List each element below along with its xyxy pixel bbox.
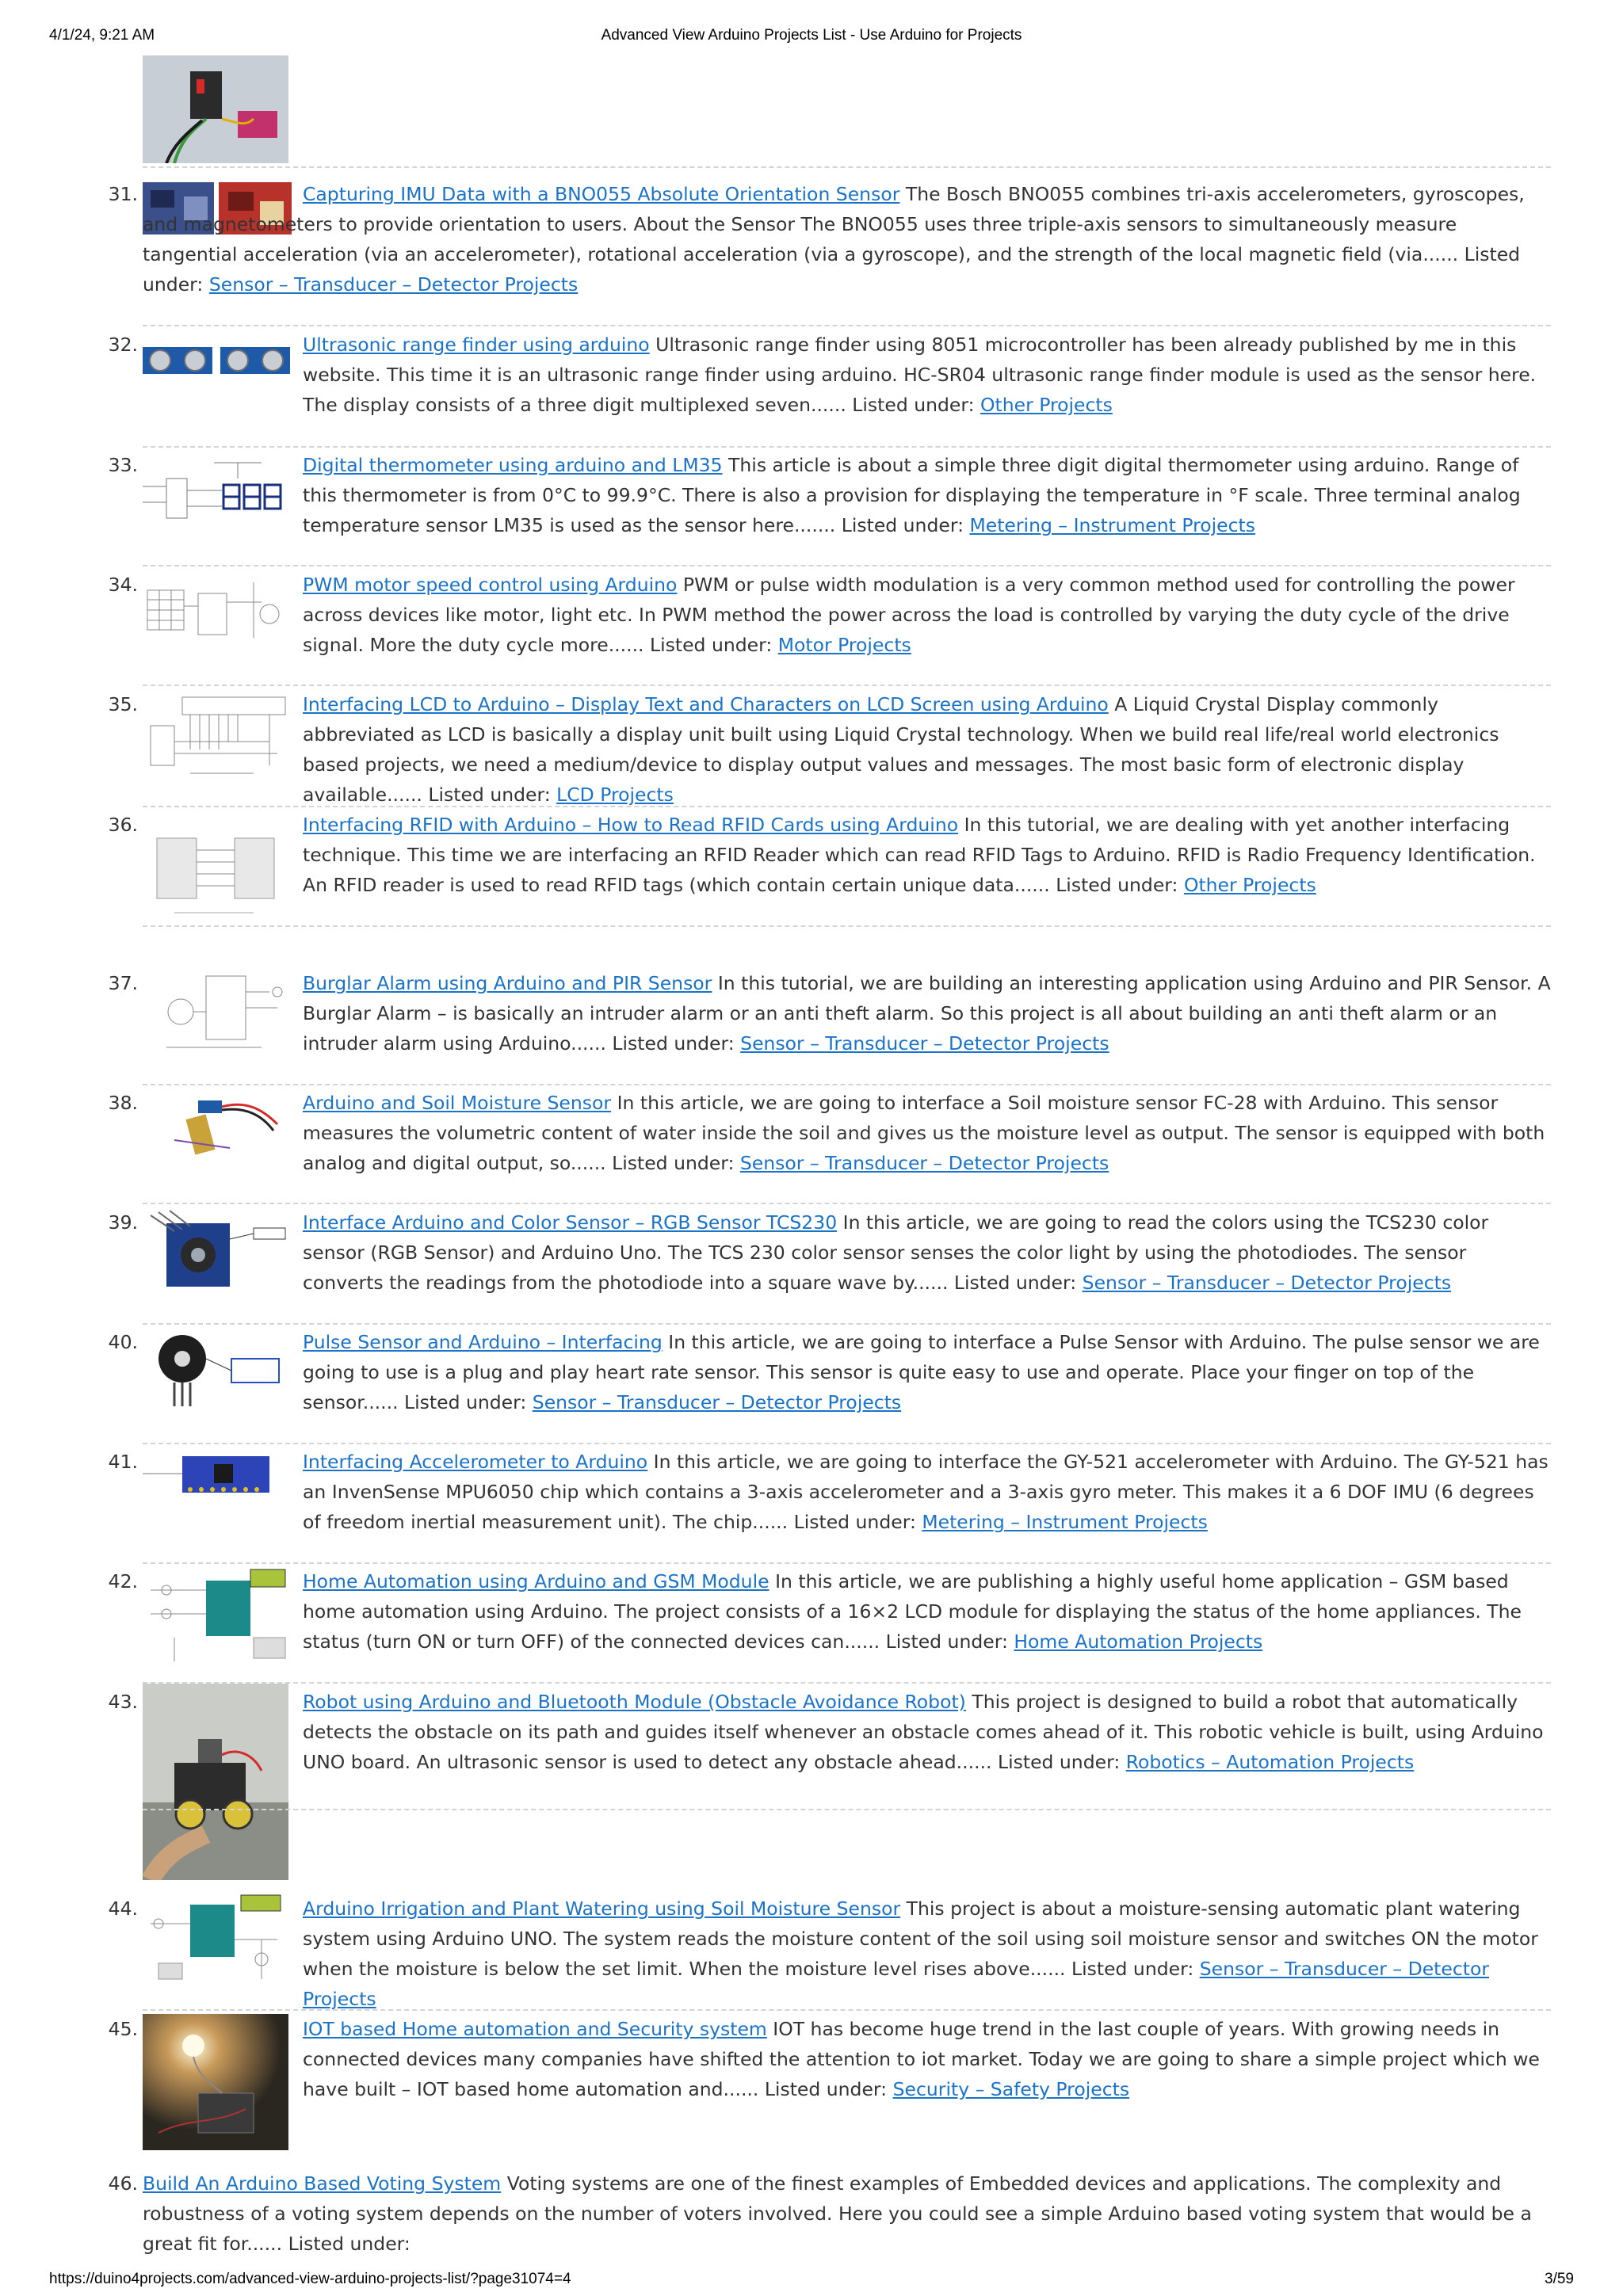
divider [143,1682,1551,1684]
project-thumbnail-sensor-wiring[interactable] [143,55,288,163]
project-link[interactable]: Digital thermometer using arduino and LM35 [303,454,723,476]
listed-under-label: Listed under: [650,634,773,656]
project-link[interactable]: Home Automation using Arduino and GSM Module [303,1570,769,1592]
divider [143,1443,1551,1444]
divider [143,325,1551,326]
item-number: 35. [108,693,138,715]
project-description: PWM or pulse width modulation is a very common method used for controlling the power across devices like motor, light etc. In PWM method the power across the load is controlled by varying the duty cycle of the drive signal. More the duty cycle more...... [303,574,1515,656]
project-thumbnail[interactable] [143,574,292,650]
listed-under-label: Listed under: [885,1630,1008,1653]
category-link[interactable]: Robotics – Automation Projects [1125,1751,1415,1773]
project-link[interactable]: Capturing IMU Data with a BNO055 Absolute Orientation Sensor [303,183,900,205]
category-link[interactable]: Home Automation Projects [1014,1630,1263,1653]
divider [143,1203,1551,1204]
project-thumbnail[interactable] [143,1093,292,1164]
project-thumbnail[interactable] [143,341,292,380]
divider [143,1084,1551,1085]
project-link[interactable]: Ultrasonic range finder using arduino [303,334,650,356]
project-description: In this article, we are going to interface a Pulse Sensor with Arduino. The pulse sensor we are going to use is a plug and play heart rate sensor. This sensor is quite easy to use and operate. Place your finger on top of the sensor...... [303,1331,1540,1413]
project-thumbnail[interactable] [143,814,292,933]
project-description: IOT has become huge trend in the last couple of years. With growing needs in connected devices many companies have shifted the attention to iot market. Today we are going to share a simple project which we have built – IOT based home automation and...... [303,2018,1540,2100]
project-thumbnail[interactable] [143,968,292,1055]
project-description: In this article, we are going to interface the GY-521 accelerometer with Arduino. The GY-521 has an InvenSense MPU6050 chip which contains a 3-axis accelerometer and a 3-axis gyro meter. This makes it a 6 DOF IMU (6 degrees of freedom inertial measurement unit). The chip...... [303,1451,1549,1533]
project-link[interactable]: Interface Arduino and Color Sensor – RGB Sensor TCS230 [303,1211,838,1234]
category-link[interactable]: LCD Projects [556,784,674,806]
listed-under-label: Listed under: [1056,874,1178,896]
listed-under-label: Listed under: [612,1032,735,1055]
project-link[interactable]: PWM motor speed control using Arduino [303,574,678,596]
project-link[interactable]: Interfacing Accelerometer to Arduino [303,1451,648,1473]
project-description: Voting systems are one of the finest examples of Embedded devices and applications. The complexity and robustness of a voting system depends on the number of voters involved. Here you could see a simple Arduino based voting system that would be a great fit for...... [143,2172,1532,2255]
listed-under-label: Listed under: [793,1511,916,1533]
print-footer [49,2271,1574,2291]
listed-under-label: Listed under: [288,2233,411,2255]
item-number: 41. [108,1451,138,1473]
listed-under-label: Listed under: [404,1391,527,1413]
project-description: This article is about a simple three digit digital thermometer using arduino. Range of this thermometer is from 0°C to 99.9°C. There is also a provision for displaying the temperature in °F scale. Three terminal analog temperature sensor LM35 is used as the sensor here....... [303,454,1521,536]
print-page-number: 3/59 [1545,2271,1574,2287]
category-link[interactable]: Sensor – Transducer – Detector Projects [739,1152,1109,1174]
category-link[interactable]: Motor Projects [777,634,911,656]
listed-under-label: Listed under: [1071,1958,1194,1980]
item-number: 40. [108,1331,138,1353]
item-number: 38. [108,1092,138,1114]
project-link[interactable]: Interfacing LCD to Arduino – Display Text and Characters on LCD Screen using Arduino [303,693,1109,715]
item-number: 43. [108,1691,138,1713]
divider [143,1809,1551,1810]
category-link[interactable]: Metering – Instrument Projects [922,1511,1208,1533]
project-thumbnail[interactable] [143,1684,288,1880]
item-number: 36. [108,814,138,836]
project-description: In this article, we are publishing a highly useful home application – GSM based home automation using Arduino. The project consists of a 16×2 LCD module for displaying the status of the home appliances. The status (turn ON or turn OFF) of the connected devices can...... [303,1570,1522,1653]
item-number: 37. [108,972,138,994]
divider [143,565,1551,566]
project-description: This project is about a moisture-sensing automatic plant watering system using Arduino UNO. The system reads the moisture content of the soil using soil moisture sensor and switches ON the motor when the moisture is below the set limit. When the moisture level rises above...... [303,1897,1538,1980]
listed-under-label: Listed under: [612,1152,735,1174]
project-description: The Bosch BNO055 combines tri-axis accelerometers, gyroscopes, and magnetometers to provide orientation to users. About the Sensor The BNO055 uses three triple-axis sensors to simultaneously measure tangential acceleration (via an accelerometer), rotational acceleration (via a gyroscope), and the strength of the local magnetic field (via...... [143,183,1525,265]
category-link[interactable]: Other Projects [1183,874,1316,896]
item-number: 42. [108,1570,138,1592]
project-thumbnail[interactable] [143,455,292,534]
project-thumbnail[interactable] [143,1892,292,1989]
divider [143,1323,1551,1325]
project-description: In this article, we are going to read the colors using the TCS230 color sensor (RGB Sensor) and Arduino Uno. The TCS 230 color sensor senses the color light by using the photodiodes. The sensor converts the readings from the photodiode into a square wave by...... [303,1211,1489,1294]
print-page-title: Advanced View Arduino Projects List - Use Arduino for Projects [601,27,1022,44]
listed-under-label: Listed under: [764,2078,888,2100]
project-description: This project is designed to build a robot that automatically detects the obstacle on its path and guides itself whenever an obstacle comes ahead of it. This robotic vehicle is built, using Arduino UNO board. An ultrasonic sensor is used to detect any obstacle ahead...... [303,1691,1544,1773]
category-link[interactable]: Other Projects [980,394,1113,416]
project-link[interactable]: Arduino and Soil Moisture Sensor [303,1092,612,1114]
category-link[interactable]: Sensor – Transducer – Detector Projects [303,1958,1490,2010]
print-datetime: 4/1/24, 9:21 AM [49,27,155,44]
divider [143,446,1551,448]
project-thumbnail[interactable] [143,1207,292,1295]
project-link[interactable]: Burglar Alarm using Arduino and PIR Sensor [303,972,712,994]
item-number: 39. [108,1211,138,1234]
project-description: In this article, we are going to interface a Soil moisture sensor FC-28 with Arduino. This sensor measures the volumetric content of water inside the soil and gives us the moisture level as output. The sensor is equipped with both analog and digital output, so...... [303,1092,1545,1174]
category-link[interactable]: Metering – Instrument Projects [969,514,1255,536]
item-number: 46. [108,2172,138,2195]
project-link[interactable]: IOT based Home automation and Security system [303,2018,767,2040]
item-number: 31. [108,183,138,205]
category-link[interactable]: Sensor – Transducer – Detector Projects [532,1391,902,1413]
category-link[interactable]: Sensor – Transducer – Detector Projects [1082,1272,1452,1294]
project-thumbnail[interactable] [143,1450,292,1501]
divider [143,806,1551,807]
divider [143,685,1551,686]
divider [143,2009,1551,2011]
listed-under-label: Listed under: [143,243,1521,296]
project-thumbnail[interactable] [143,2014,288,2150]
divider [143,925,1551,927]
listed-under-label: Listed under: [841,514,964,536]
listed-under-label: Listed under: [852,394,975,416]
category-link[interactable]: Security – Safety Projects [892,2078,1130,2100]
item-number: 32. [108,334,138,356]
divider [143,1562,1551,1564]
project-description: Ultrasonic range finder using 8051 microcontroller has been already published by me in this website. This time it is an ultrasonic range finder using arduino. HC-SR04 ultrasonic range finder module is used as the sensor here. The display consists of a three digit multiplexed seven...... [303,334,1537,416]
category-link[interactable]: Sensor – Transducer – Detector Projects [740,1032,1109,1055]
project-link[interactable]: Arduino Irrigation and Plant Watering using Soil Moisture Sensor [303,1897,901,1920]
item-number: 45. [108,2018,138,2040]
project-description: A Liquid Crystal Display commonly abbreviated as LCD is basically a display unit built using Liquid Crystal technology. When we build real life/real world electronics based projects, we need a medium/device to display output values and messages. The most basic form of electronic display available...... [303,693,1499,806]
project-link[interactable]: Interfacing RFID with Arduino – How to Read RFID Cards using Arduino [303,814,959,836]
print-url: https://duino4projects.com/advanced-view-arduino-projects-list/?page31074=4 [49,2271,571,2287]
project-thumbnail[interactable] [143,694,292,783]
listed-under-label: Listed under: [953,1272,1077,1294]
project-thumbnail[interactable] [143,1566,292,1669]
item-number: 34. [108,574,138,596]
category-link[interactable]: Sensor – Transducer – Detector Projects [208,273,579,296]
project-description: In this tutorial, we are building an interesting application using Arduino and PIR Sensor. A Burglar Alarm – is basically an intruder alarm or an anti theft alarm. So this project is all about building an anti theft alarm or an intruder alarm using Arduino...... [303,972,1551,1055]
listed-under-label: Listed under: [997,1751,1121,1773]
divider [143,166,1551,168]
item-number: 44. [108,1897,138,1920]
project-link[interactable]: Build An Arduino Based Voting System [143,2172,502,2195]
project-thumbnail[interactable] [143,1327,292,1413]
project-description: In this tutorial, we are dealing with yet another interfacing technique. This time we are interfacing an RFID Reader which can read RFID Tags to Arduino. RFID is Radio Frequency Identification. An RFID reader is used to read RFID tags (which contain certain unique data...... [303,814,1536,896]
project-link[interactable]: Robot using Arduino and Bluetooth Module (Obstacle Avoidance Robot) [303,1691,966,1713]
item-number: 33. [108,454,138,476]
project-link[interactable]: Pulse Sensor and Arduino – Interfacing [303,1331,663,1353]
listed-under-label: Listed under: [428,784,551,806]
